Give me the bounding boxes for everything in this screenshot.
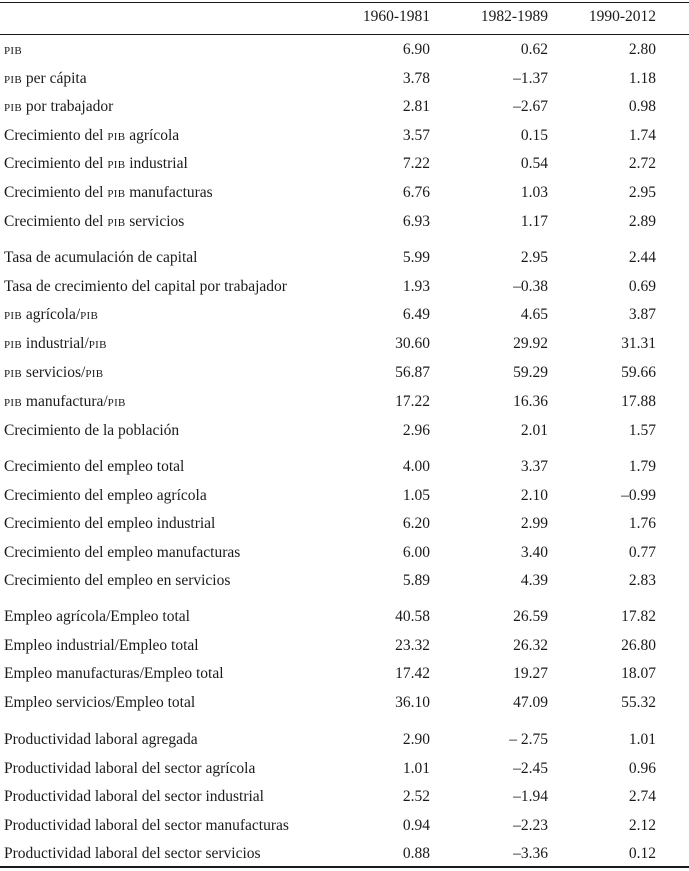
abbrev-pib: pib [4, 41, 23, 58]
table-row [0, 306, 689, 332]
label-text: per cápita [22, 70, 87, 87]
cell-1990-2012: 2.80 [628, 41, 656, 58]
cell-1960-1981: 1.93 [402, 278, 430, 295]
table-row [0, 213, 689, 239]
cell-1960-1981: 30.60 [395, 335, 430, 352]
label-text: Productividad laboral agregada [4, 731, 198, 748]
cell-1990-2012: 1.74 [628, 127, 656, 144]
row-label [4, 572, 230, 590]
cell-1990-2012: 17.88 [621, 393, 656, 410]
label-text: Empleo industrial/Empleo total [4, 637, 199, 654]
cell-1960-1981: 40.58 [395, 608, 430, 625]
column-header-1960-1981: 1960-1981 [362, 8, 430, 25]
label-text: Crecimiento del empleo manufacturas [4, 544, 241, 561]
cell-1990-2012: 0.98 [628, 98, 656, 115]
table-row [0, 98, 689, 124]
cell-1982-1989: 1.03 [520, 184, 548, 201]
table-top-rule [0, 2, 689, 3]
cell-1990-2012: 59.66 [621, 364, 656, 381]
row-label [4, 306, 98, 324]
cell-1990-2012: 2.44 [628, 249, 656, 266]
cell-1960-1981: 1.05 [402, 487, 430, 504]
cell-1990-2012: –0.99 [621, 487, 656, 504]
row-label [4, 213, 184, 231]
table-row [0, 608, 689, 634]
cell-1990-2012: 2.89 [628, 213, 656, 230]
cell-1960-1981: 6.00 [402, 544, 430, 561]
row-label [4, 249, 197, 267]
table-row [0, 760, 689, 786]
abbrev-pib: pib [88, 335, 107, 352]
cell-1990-2012: 2.83 [628, 572, 656, 589]
table-bottom-rule [0, 866, 689, 868]
cell-1982-1989: – 2.75 [509, 731, 548, 748]
cell-1990-2012: 0.12 [628, 845, 656, 862]
cell-1960-1981: 0.88 [402, 845, 430, 862]
cell-1960-1981: 17.42 [395, 665, 430, 682]
table-row [0, 515, 689, 541]
label-text: servicios/ [22, 364, 86, 381]
row-label [4, 731, 198, 749]
cell-1982-1989: 47.09 [513, 694, 548, 711]
table-row [0, 572, 689, 598]
abbrev-pib: pib [85, 364, 104, 381]
cell-1982-1989: 2.99 [520, 515, 548, 532]
table-row [0, 278, 689, 304]
table-row [0, 694, 689, 720]
cell-1982-1989: –3.36 [513, 845, 548, 862]
cell-1982-1989: 4.65 [520, 306, 548, 323]
cell-1960-1981: 1.01 [402, 760, 430, 777]
label-text: Crecimiento del empleo industrial [4, 515, 216, 532]
label-text: agrícola/ [22, 306, 81, 323]
table-row [0, 249, 689, 275]
row-label [4, 458, 184, 476]
label-text: manufacturas [125, 184, 213, 201]
cell-1990-2012: 0.69 [628, 278, 656, 295]
cell-1990-2012: 17.82 [621, 608, 656, 625]
table-row [0, 422, 689, 448]
cell-1982-1989: 59.29 [513, 364, 548, 381]
cell-1990-2012: 55.32 [621, 694, 656, 711]
label-text: Crecimiento del empleo total [4, 458, 185, 475]
column-header-1990-2012: 1990-2012 [588, 8, 656, 25]
cell-1982-1989: 16.36 [513, 393, 548, 410]
cell-1960-1981: 5.89 [402, 572, 430, 589]
cell-1960-1981: 6.20 [402, 515, 430, 532]
table-row [0, 41, 689, 67]
label-text: agrícola [125, 127, 180, 144]
table-row [0, 458, 689, 484]
cell-1960-1981: 5.99 [402, 249, 430, 266]
row-label [4, 184, 213, 202]
row-label [4, 422, 179, 440]
cell-1960-1981: 3.57 [402, 127, 430, 144]
cell-1960-1981: 2.96 [402, 422, 430, 439]
label-text: Empleo agrícola/Empleo total [4, 608, 190, 625]
cell-1960-1981: 6.76 [402, 184, 430, 201]
cell-1982-1989: 2.10 [520, 487, 548, 504]
abbrev-pib: pib [4, 393, 23, 410]
cell-1990-2012: 18.07 [621, 665, 656, 682]
cell-1960-1981: 6.93 [402, 213, 430, 230]
cell-1982-1989: 2.01 [520, 422, 548, 439]
cell-1960-1981: 6.90 [402, 41, 430, 58]
cell-1982-1989: 3.40 [520, 544, 548, 561]
label-text: Productividad laboral del sector manufacturas [4, 817, 289, 834]
cell-1990-2012: 1.57 [628, 422, 656, 439]
label-text: servicios [125, 213, 185, 230]
row-label [4, 788, 264, 806]
table-row [0, 393, 689, 419]
label-text: Crecimiento del [4, 155, 108, 172]
cell-1982-1989: 26.59 [513, 608, 548, 625]
table-row [0, 487, 689, 513]
abbrev-pib: pib [4, 306, 23, 323]
table-row [0, 127, 689, 153]
cell-1990-2012: 1.76 [628, 515, 656, 532]
label-text: Crecimiento del [4, 213, 108, 230]
cell-1982-1989: –2.67 [513, 98, 548, 115]
cell-1982-1989: 26.32 [513, 637, 548, 654]
table-row [0, 544, 689, 570]
table-row [0, 70, 689, 96]
row-label [4, 364, 103, 382]
row-label [4, 487, 207, 505]
row-label [4, 41, 22, 59]
table-row [0, 155, 689, 181]
cell-1982-1989: –2.45 [513, 760, 548, 777]
cell-1990-2012: 1.18 [628, 70, 656, 87]
cell-1982-1989: 0.15 [520, 127, 548, 144]
cell-1990-2012: 0.96 [628, 760, 656, 777]
label-text: Productividad laboral del sector industrial [4, 788, 264, 805]
cell-1990-2012: 0.77 [628, 544, 656, 561]
abbrev-pib: pib [80, 306, 99, 323]
cell-1982-1989: –2.23 [513, 817, 548, 834]
cell-1982-1989: –1.94 [513, 788, 548, 805]
row-label [4, 845, 261, 863]
label-text: industrial/ [22, 335, 89, 352]
label-text: manufactura/ [22, 393, 108, 410]
cell-1990-2012: 26.80 [621, 637, 656, 654]
label-text: industrial [125, 155, 188, 172]
cell-1982-1989: 2.95 [520, 249, 548, 266]
table-row [0, 335, 689, 361]
label-text: Productividad laboral del sector agrícola [4, 760, 256, 777]
row-label [4, 608, 190, 626]
cell-1960-1981: 36.10 [395, 694, 430, 711]
row-label [4, 393, 126, 411]
cell-1960-1981: 2.52 [402, 788, 430, 805]
abbrev-pib: pib [4, 70, 23, 87]
cell-1990-2012: 31.31 [621, 335, 656, 352]
table-header-rule [0, 34, 689, 35]
label-text: Productividad laboral del sector servicios [4, 845, 261, 862]
label-text: Crecimiento de la población [4, 422, 180, 439]
abbrev-pib: pib [4, 98, 23, 115]
cell-1990-2012: 2.12 [628, 817, 656, 834]
column-header-1982-1989: 1982-1989 [480, 8, 548, 25]
abbrev-pib: pib [4, 335, 23, 352]
row-label [4, 98, 113, 116]
cell-1982-1989: 1.17 [520, 213, 548, 230]
cell-1982-1989: 0.54 [520, 155, 548, 172]
row-label [4, 637, 199, 655]
label-text: por trabajador [22, 98, 114, 115]
table-row [0, 637, 689, 663]
label-text: Empleo servicios/Empleo total [4, 694, 196, 711]
table-row [0, 817, 689, 843]
table-row [0, 788, 689, 814]
table-row [0, 665, 689, 691]
cell-1960-1981: 56.87 [395, 364, 430, 381]
cell-1960-1981: 17.22 [395, 393, 430, 410]
cell-1960-1981: 2.90 [402, 731, 430, 748]
cell-1982-1989: 3.37 [520, 458, 548, 475]
cell-1960-1981: 0.94 [402, 817, 430, 834]
label-text: Crecimiento del [4, 127, 108, 144]
cell-1990-2012: 1.79 [628, 458, 656, 475]
abbrev-pib: pib [107, 127, 126, 144]
cell-1990-2012: 3.87 [628, 306, 656, 323]
label-text: Crecimiento del empleo en servicios [4, 572, 231, 589]
label-text: Crecimiento del empleo agrícola [4, 487, 207, 504]
abbrev-pib: pib [4, 364, 23, 381]
cell-1960-1981: 4.00 [402, 458, 430, 475]
cell-1990-2012: 2.72 [628, 155, 656, 172]
label-text: Tasa de crecimiento del capital por trabajador [4, 278, 287, 295]
row-label [4, 544, 240, 562]
table-row [0, 731, 689, 757]
cell-1982-1989: 0.62 [520, 41, 548, 58]
row-label [4, 70, 87, 88]
label-text: Crecimiento del [4, 184, 108, 201]
abbrev-pib: pib [107, 393, 126, 410]
cell-1990-2012: 2.95 [628, 184, 656, 201]
row-label [4, 335, 107, 353]
row-label [4, 694, 195, 712]
cell-1982-1989: 29.92 [513, 335, 548, 352]
cell-1982-1989: –0.38 [513, 278, 548, 295]
cell-1960-1981: 2.81 [402, 98, 430, 115]
cell-1982-1989: 4.39 [520, 572, 548, 589]
abbrev-pib: pib [107, 155, 126, 172]
cell-1960-1981: 7.22 [402, 155, 430, 172]
cell-1982-1989: –1.37 [513, 70, 548, 87]
cell-1960-1981: 23.32 [395, 637, 430, 654]
abbrev-pib: pib [107, 184, 126, 201]
cell-1990-2012: 1.01 [628, 731, 656, 748]
table-row [0, 184, 689, 210]
cell-1960-1981: 6.49 [402, 306, 430, 323]
row-label [4, 817, 289, 835]
label-text: Empleo manufacturas/Empleo total [4, 665, 224, 682]
row-label [4, 760, 255, 778]
cell-1960-1981: 3.78 [402, 70, 430, 87]
abbrev-pib: pib [107, 213, 126, 230]
table-row [0, 364, 689, 390]
row-label [4, 515, 215, 533]
row-label [4, 127, 179, 145]
row-label [4, 665, 224, 683]
cell-1982-1989: 19.27 [513, 665, 548, 682]
row-label [4, 155, 188, 173]
cell-1990-2012: 2.74 [628, 788, 656, 805]
row-label [4, 278, 287, 296]
label-text: Tasa de acumulación de capital [4, 249, 198, 266]
